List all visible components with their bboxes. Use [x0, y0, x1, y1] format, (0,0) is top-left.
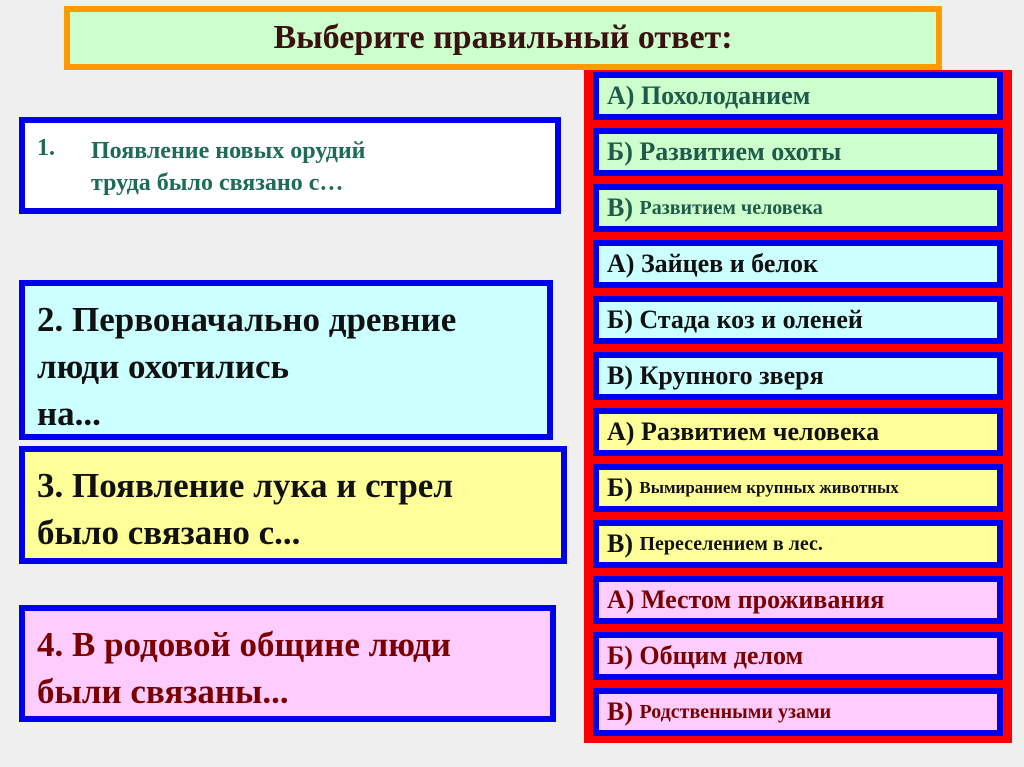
answer-prefix: А) — [607, 81, 635, 110]
question-2-line-1: 2. Первоначально древние — [37, 300, 457, 339]
answer-3c[interactable] — [593, 520, 1003, 568]
answer-text: Стада коз и оленей — [639, 305, 863, 334]
answer-text: Развитием охоты — [639, 137, 842, 166]
answer-2b[interactable] — [593, 296, 1003, 344]
answer-prefix: В) — [607, 361, 633, 390]
answers-panel — [584, 70, 1012, 743]
answer-prefix: Б) — [607, 473, 633, 502]
answer-1b[interactable] — [593, 128, 1003, 176]
answer-prefix: Б) — [607, 641, 633, 670]
question-1-box — [19, 117, 561, 214]
answer-prefix: А) — [607, 249, 635, 278]
answer-prefix: В) — [607, 529, 633, 558]
answer-4c[interactable] — [593, 688, 1003, 736]
answer-2c[interactable] — [593, 352, 1003, 400]
answer-text: Похолоданием — [640, 81, 811, 110]
answer-1a[interactable] — [593, 72, 1003, 120]
answer-prefix: Б) — [607, 305, 633, 334]
question-1-text — [91, 135, 366, 199]
answer-prefix: Б) — [607, 137, 633, 166]
answer-text: Общим делом — [639, 641, 804, 670]
answer-prefix: В) — [607, 697, 633, 726]
answer-4b[interactable] — [593, 632, 1003, 680]
page-title: Выберите правильный ответ: — [273, 19, 733, 56]
answer-prefix: А) — [607, 585, 635, 614]
answer-text: Крупного зверя — [639, 361, 824, 390]
answer-text: Развитием человека — [640, 417, 880, 446]
answer-text: Переселением в лес. — [639, 532, 823, 555]
answer-prefix: В) — [607, 193, 633, 222]
answer-text: Вымиранием крупных животных — [639, 478, 899, 497]
question-1-line-1: Появление новых орудий — [91, 138, 366, 164]
question-2-box — [19, 280, 553, 440]
answer-text: Местом проживания — [640, 585, 885, 614]
question-4-line-1: 4. В родовой общине люди — [37, 625, 451, 664]
question-2-line-3: на... — [37, 394, 101, 433]
question-1-number: 1. — [37, 135, 55, 161]
answer-3b[interactable] — [593, 464, 1003, 512]
question-4-box — [19, 605, 556, 722]
question-3-line-2: было связано с... — [37, 513, 301, 552]
answer-2a[interactable] — [593, 240, 1003, 288]
answer-4a[interactable] — [593, 576, 1003, 624]
question-3-line-1: 3. Появление лука и стрел — [37, 466, 453, 505]
question-2-line-2: люди охотились — [37, 347, 290, 386]
answer-text: Развитием человека — [639, 196, 823, 219]
question-1-line-2: труда было связано с… — [91, 170, 344, 196]
answer-3a[interactable] — [593, 408, 1003, 456]
title-banner — [64, 6, 942, 70]
answer-text: Зайцев и белок — [640, 249, 818, 278]
question-4-line-2: были связаны... — [37, 672, 289, 711]
answer-1c[interactable] — [593, 184, 1003, 232]
answer-text: Родственными узами — [639, 700, 832, 723]
answer-prefix: А) — [607, 417, 635, 446]
question-3-box — [19, 446, 567, 564]
